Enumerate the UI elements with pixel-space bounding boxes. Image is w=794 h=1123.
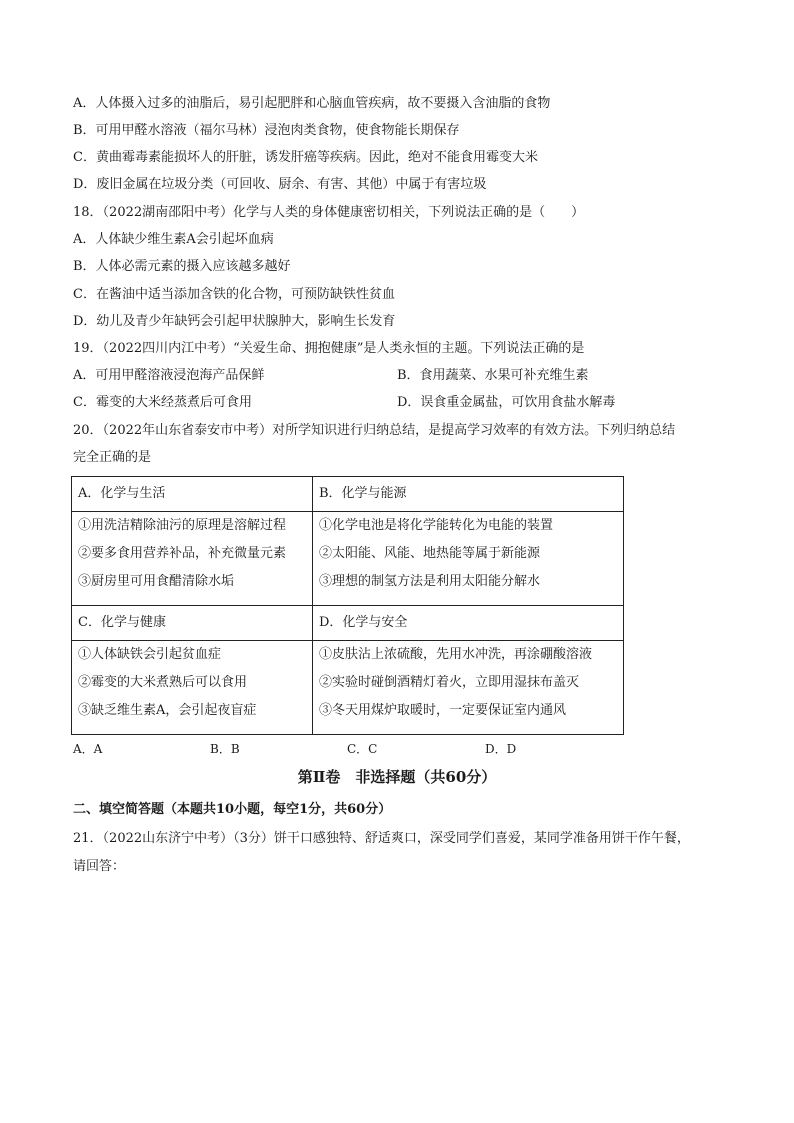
table-cell-a-title: A．化学与生活 [72, 477, 313, 512]
table-cell-a-items [72, 512, 313, 606]
table-item: ①皮肤沾上浓硫酸，先用水冲洗，再涂硼酸溶液 [319, 647, 593, 662]
q18-option-a: A．人体缺少维生素A会引起坏血病 [73, 232, 274, 247]
table-cell-c-title: C．化学与健康 [72, 606, 313, 641]
table-cell-d-items [313, 641, 624, 735]
q20-answer-c: C．C [347, 742, 378, 756]
table-cell-b-title: B．化学与能源 [313, 477, 624, 512]
q17-option-d: D．废旧金属在垃圾分类（可回收、厨余、有害、其他）中属于有害垃圾 [73, 177, 487, 192]
q21-stem-line1: 21．（2022山东济宁中考）（3分）饼干口感独特、舒适爽口，深受同学们喜爱，某同学准备用饼干作午餐， [73, 831, 690, 846]
q20-summary-table [71, 476, 624, 735]
table-item: ③理想的制氢方法是利用太阳能分解水 [319, 574, 541, 589]
q19-option-c: C．霉变的大米经蒸煮后可食用 [73, 395, 252, 410]
table-item: ②实验时碰倒酒精灯着火，立即用湿抹布盖灭 [319, 675, 580, 690]
table-item: ②要多食用营养补品，补充微量元素 [78, 546, 287, 561]
table-item: ③缺乏维生素A，会引起夜盲症 [78, 703, 257, 718]
q18-option-c: C．在酱油中适当添加含铁的化合物，可预防缺铁性贫血 [73, 287, 395, 302]
q18-option-b: B．人体必需元素的摄入应该越多越好 [73, 259, 291, 274]
q20-answer-a: A．A [73, 742, 103, 756]
q18-stem: 18．（2022湖南邵阳中考）化学与人类的身体健康密切相关，下列说法正确的是（ ） [73, 205, 585, 220]
table-item: ③冬天用煤炉取暖时，一定要保证室内通风 [319, 703, 567, 718]
q20-stem-line2: 完全正确的是 [73, 450, 152, 465]
table-item: ①化学电池是将化学能转化为电能的装置 [319, 518, 554, 533]
table-item: ①人体缺铁会引起贫血症 [78, 647, 222, 662]
q17-option-c: C．黄曲霉毒素能损坏人的肝脏，诱发肝癌等疾病。因此，绝对不能食用霉变大米 [73, 150, 538, 165]
q21-stem-line2: 请回答： [73, 859, 126, 874]
table-item: ②霉变的大米煮熟后可以食用 [78, 675, 248, 690]
section-heading: 二、填空简答题（本题共10小题，每空1分，共60分） [73, 802, 392, 817]
table-item: ③厨房里可用食醋清除水垢 [78, 574, 235, 589]
q20-stem-line1: 20．（2022年山东省泰安市中考）对所学知识进行归纳总结，是提高学习效率的有效方法。下列归纳总结 [73, 423, 676, 438]
table-cell-b-items [313, 512, 624, 606]
section-title: 第Ⅱ卷 非选择题（共60分） [297, 768, 497, 786]
q18-option-d: D．幼儿及青少年缺钙会引起甲状腺肿大，影响生长发育 [73, 314, 396, 329]
q19-option-d: D．误食重金属盐，可饮用食盐水解毒 [397, 395, 616, 410]
q20-answer-b: B．B [210, 742, 240, 756]
table-item: ②太阳能、风能、地热能等属于新能源 [319, 546, 541, 561]
q17-option-b: B．可用甲醛水溶液（福尔马林）浸泡肉类食物，使食物能长期保存 [73, 123, 460, 138]
q20-answer-d: D．D [485, 742, 517, 756]
table-cell-c-items [72, 641, 313, 735]
table-cell-d-title: D．化学与安全 [313, 606, 624, 641]
table-item: ①用洗洁精除油污的原理是溶解过程 [78, 518, 287, 533]
q19-option-a: A．可用甲醛溶液浸泡海产品保鲜 [73, 368, 265, 383]
q19-option-b: B．食用蔬菜、水果可补充维生素 [397, 368, 589, 383]
q17-option-a: A．人体摄入过多的油脂后，易引起肥胖和心脑血管疾病，故不要摄入含油脂的食物 [73, 96, 551, 111]
q19-stem: 19．（2022四川内江中考）“关爱生命、拥抱健康”是人类永恒的主题。下列说法正确的是 [73, 341, 585, 356]
